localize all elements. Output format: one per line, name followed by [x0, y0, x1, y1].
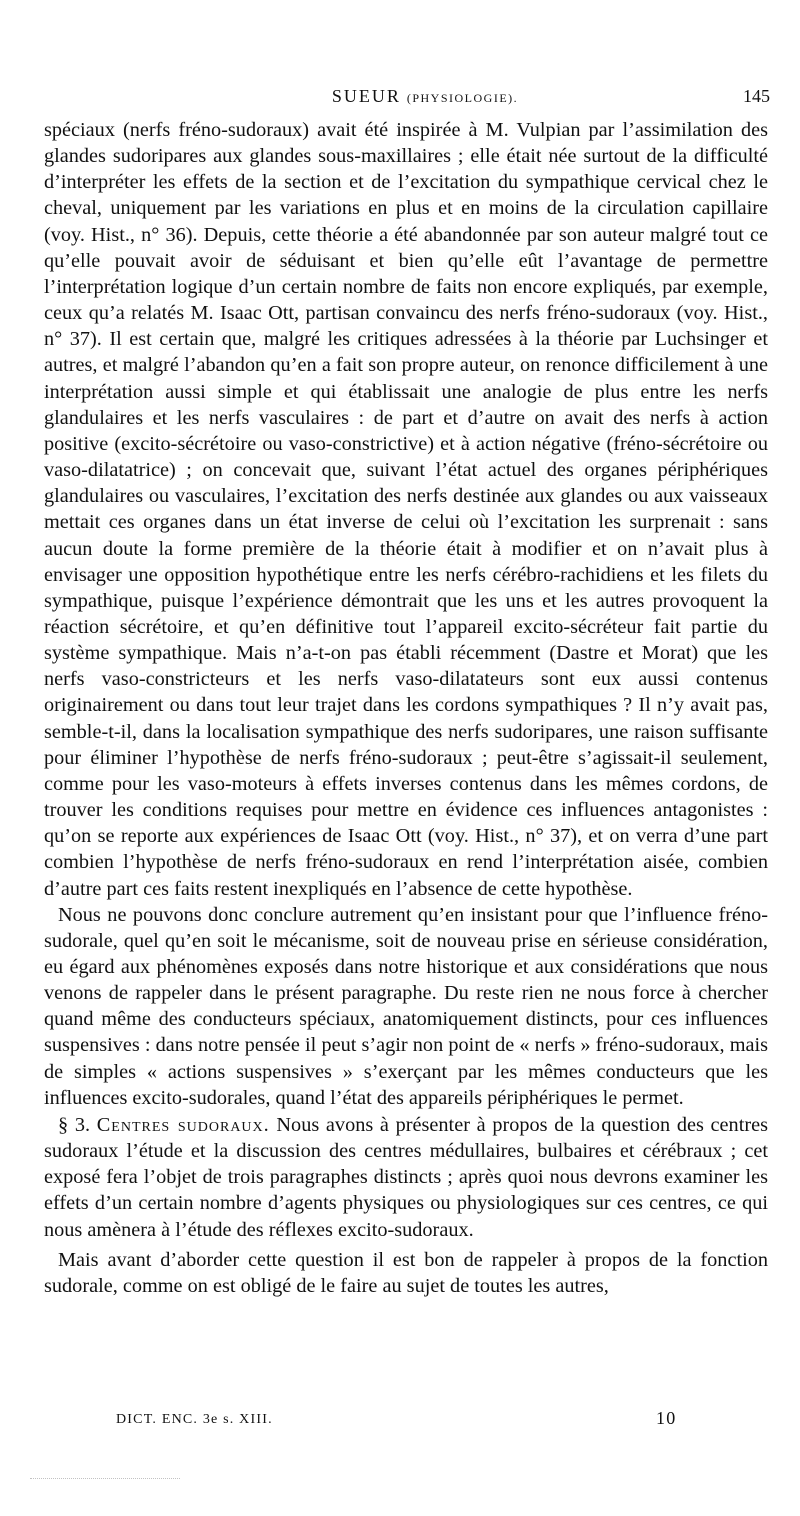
running-head [40, 86, 770, 107]
page-header [40, 86, 770, 112]
page-footer [96, 1408, 696, 1432]
signature-mark: 10 [656, 1408, 677, 1428]
running-head-subtitle: (PHYSIOLOGIE). [406, 91, 519, 105]
page-number: 145 [743, 86, 770, 106]
section-heading: Centres sudoraux. [96, 1113, 270, 1136]
footer-reference: DICT. ENC. 3e s. XIII. [116, 1412, 273, 1427]
scan-artifact-divider [30, 1478, 180, 1483]
paragraph-2: Nous ne pouvons donc conclure autrement qu’en insistant pour que l’influence fréno-sudorale, quel qu’en soit le mécanisme, soit de nouveau prise en sérieuse considération, eu égard aux phénomènes exposés dans notre historique et aux considérations que nous venons de rappeler dans le présent paragraphe. Du reste rien ne nous force à chercher quand même des conducteurs spéciaux, anatomiquement distincts, pour ces influences suspensives : dans notre pensée il peut s’agir non point de « nerfs » fréno-sudoraux, mais de simples « actions suspensives » s’exerçant par les mêmes conducteurs que les influences excito-sudorales, quand l’état des appareils périphériques le permet. [44, 903, 768, 1109]
running-head-title: SUEUR [331, 86, 401, 106]
page-body [44, 117, 768, 1299]
paragraph-1: spéciaux (nerfs fréno-sudoraux) avait été inspirée à M. Vulpian par l’assimilation des glandes sudoripares aux glandes sous-maxillaires ; elle était née surtout de la difficulté d’interpréter les effets de la section et de l’excitation du sympathique cervical chez le cheval, uniquement par les variations en plus et en moins de la circulation capillaire (voy. Hist., n° 36). Depuis, cette théorie a été abandonnée par son auteur malgré tout ce qu’elle pouvait avoir de séduisant et bien qu’elle eût l’avantage de permettre l’interprétation logique d’un certain nombre de faits non encore expliqués, par exemple, ceux qu’a relatés M. Isaac Ott, partisan convaincu des nerfs fréno-sudoraux (voy. Hist., n° 37). Il est certain que, malgré les critiques adressées à la théorie par Luchsinger et autres, et malgré l’abandon qu’en a fait son propre auteur, on renonce difficilement à une interprétation aussi simple et qui établissait une analogie de plus entre les nerfs glandulaires et les nerfs vasculaires : de part et d’autre on avait des nerfs à action positive (excito-sécrétoire ou vaso-constrictive) et à action négative (fréno-sécrétoire ou vaso-dilatatrice) ; on concevait que, suivant l’état actuel des organes périphériques glandulaires ou vasculaires, l’excitation des nerfs destinée aux glandes ou aux vaisseaux mettait ces organes dans un état inverse de celui où l’excitation les surprenait : sans aucun doute la forme première de la théorie était à modifier et on n’avait plus à envisager une opposition hypothétique entre les nerfs cérébro-rachidiens et les filets du sympathique, puisque l’expérience démontrait que les uns et les autres provoquent la réaction sécrétoire, et qu’en définitive tout l’appareil excito-sécréteur fait partie du système sympathique. Mais n’a-t-on pas établi récemment (Dastre et Morat) que les nerfs vaso-constricteurs et les nerfs vaso-dilatateurs sont eux aussi contenus originairement ou dans tout leur trajet dans les cordons sympathiques ? Il n’y avait pas, semble-t-il, dans la localisation sympathique des nerfs sudoripares, une raison suffisante pour éliminer l’hypothèse de nerfs fréno-sudoraux ; peut-être s’agissait-il seulement, comme pour les vaso-moteurs à effets inverses contenus dans les mêmes cordons, de trouver les conditions requises pour mettre en évidence ces influences antagonistes : qu’on se reporte aux expériences de Isaac Ott (voy. Hist., n° 37), et on verra d’une part combien l’hypothèse de nerfs fréno-sudoraux en rend l’interprétation aisée, combien d’autre part ces faits restent inexpliqués en l’absence de cette hypothèse. [44, 119, 768, 900]
section-number: § 3. [58, 1113, 97, 1136]
paragraph-3 [44, 1112, 768, 1243]
paragraph-4: Mais avant d’aborder cette question il est bon de rappeler à propos de la fonction sudorale, comme on est obligé de le faire au sujet de toutes les autres, [44, 1248, 768, 1297]
section-text: Nous avons à présenter à propos de la question des centres sudoraux l’étude et la discussion des centres médullaires, bulbaires et cérébraux ; cet exposé fera l’objet de trois paragraphes distincts ; après quoi nous devrons examiner les effets d’un certain nombre d’agents physiques ou physiologiques sur ces centres, ce qui nous amènera à l’étude des réflexes excito-sudoraux. [44, 1113, 768, 1241]
